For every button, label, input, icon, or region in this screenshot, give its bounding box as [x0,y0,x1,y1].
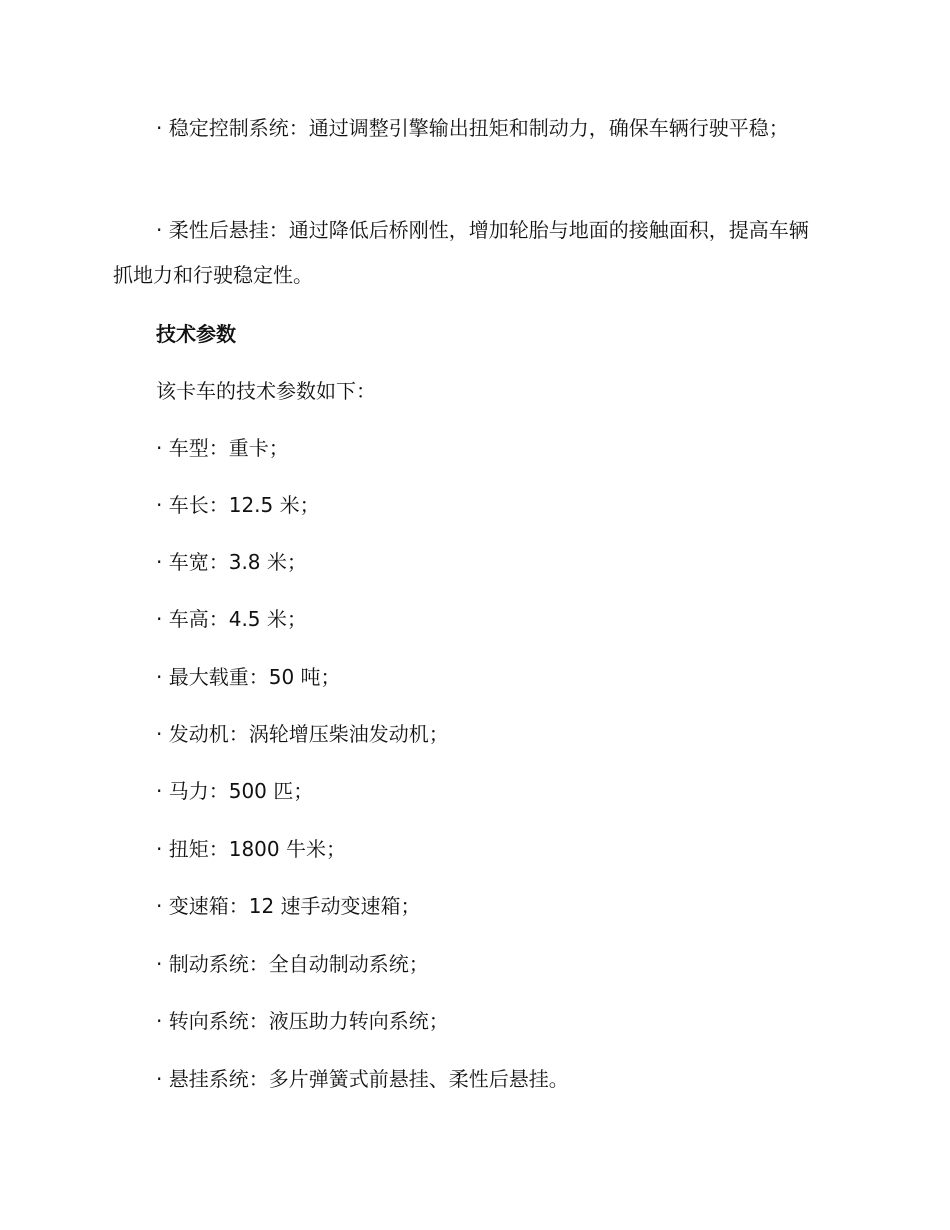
section-heading: 技术参数 [156,322,236,346]
paragraph-stability-control: · 稳定控制系统：通过调整引擎输出扭矩和制动力，确保车辆行驶平稳； [156,116,789,140]
spec-item-vehicle-type: · 车型：重卡； [156,436,289,460]
spec-item-brake-system: · 制动系统：全自动制动系统； [156,952,429,976]
spec-item-width: · 车宽：3.8 米； [156,550,307,574]
spec-item-horsepower: · 马力：500 匹； [156,779,314,803]
paragraph-flexible-rear-suspension: · 柔性后悬挂：通过降低后桥刚性，增加轮胎与地面的接触面积，提高车辆抓地力和行驶稳定性。 [113,218,809,287]
spec-item-torque: · 扭矩：1800 牛米； [156,837,346,861]
spec-item-length: · 车长：12.5 米； [156,493,320,517]
intro-text: 该卡车的技术参数如下： [156,379,376,403]
spec-item-height: · 车高：4.5 米； [156,607,307,631]
spec-item-max-load: · 最大载重：50 吨； [156,665,341,689]
spec-item-gearbox: · 变速箱：12 速手动变速箱； [156,894,421,918]
spec-item-suspension-system: · 悬挂系统：多片弹簧式前悬挂、柔性后悬挂。 [156,1067,569,1091]
spec-item-steering-system: · 转向系统：液压助力转向系统； [156,1009,449,1033]
spec-item-engine: · 发动机：涡轮增压柴油发动机； [156,722,449,746]
